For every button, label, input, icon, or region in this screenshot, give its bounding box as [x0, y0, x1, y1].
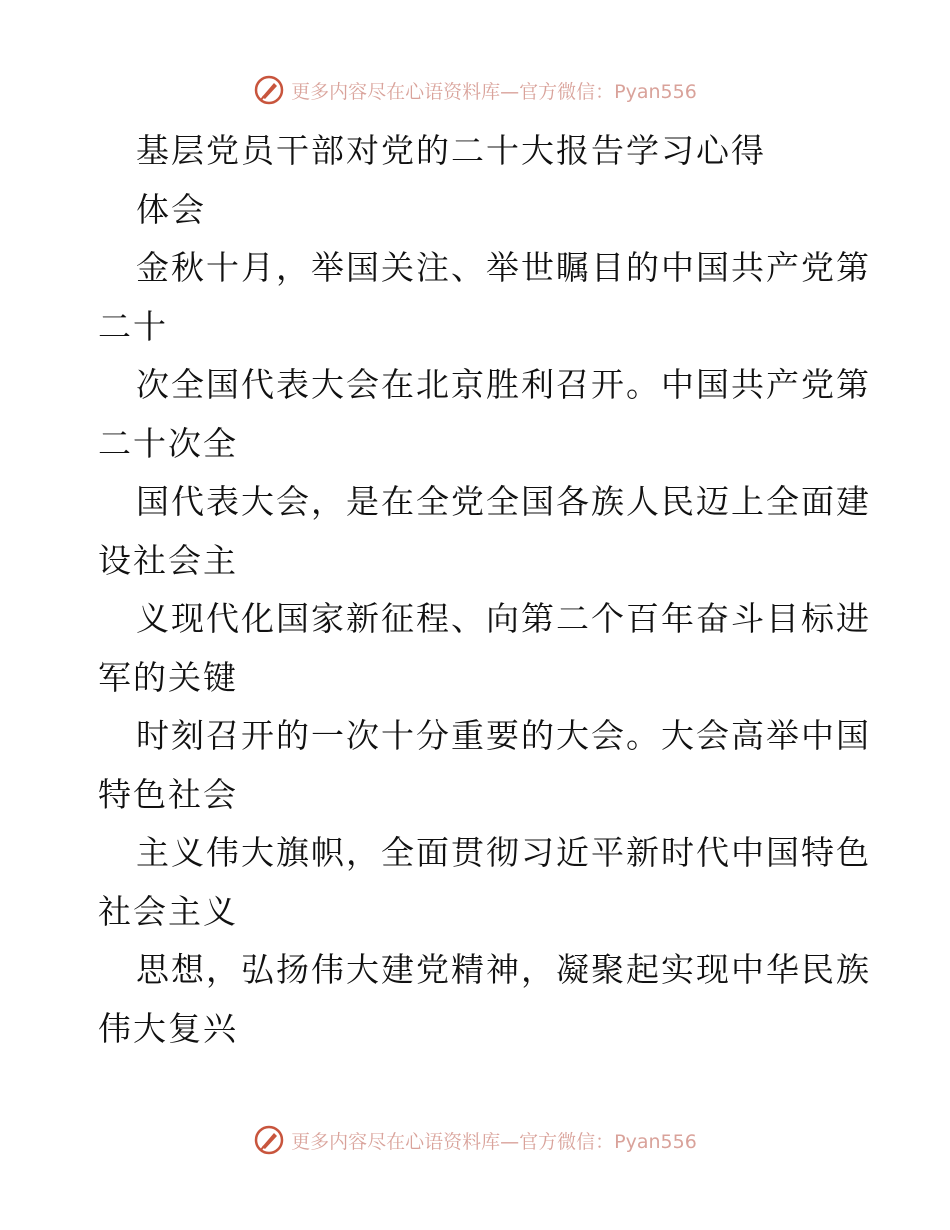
text-line: 特色社会: [98, 774, 238, 814]
quill-logo-icon: [253, 1124, 285, 1156]
text-line: 基层党员干部对党的二十大报告学习心得: [136, 131, 766, 170]
text-line: 时刻召开的一次十分重要的大会。大会高举中国: [136, 716, 871, 755]
text-line: 二十: [98, 306, 168, 346]
text-line: 军的关键: [98, 657, 238, 697]
text-line: 金秋十月，举国关注、举世瞩目的中国共产党第: [136, 248, 871, 287]
footer-watermark: [0, 1120, 950, 1160]
text-line: 国代表大会，是在全党全国各族人民迈上全面建: [136, 482, 871, 521]
text-line: 设社会主: [98, 540, 238, 580]
watermark-text: 更多内容尽在心语资料库—官方微信：Pyan556: [291, 80, 697, 103]
text-line: 二十次全: [98, 423, 238, 463]
text-line: 社会主义: [98, 891, 238, 931]
quill-logo-icon: [253, 74, 285, 106]
text-line: 次全国代表大会在北京胜利召开。中国共产党第: [136, 365, 871, 404]
document-body: [98, 122, 871, 1058]
header-watermark: [0, 70, 950, 110]
text-line: 义现代化国家新征程、向第二个百年奋斗目标进: [136, 599, 871, 638]
text-line: 体会: [136, 189, 206, 229]
text-line: 思想，弘扬伟大建党精神，凝聚起实现中华民族: [136, 950, 871, 989]
text-line: 伟大复兴: [98, 1008, 238, 1048]
text-line: 主义伟大旗帜，全面贯彻习近平新时代中国特色: [136, 833, 871, 872]
watermark-text: 更多内容尽在心语资料库—官方微信：Pyan556: [291, 1130, 697, 1153]
